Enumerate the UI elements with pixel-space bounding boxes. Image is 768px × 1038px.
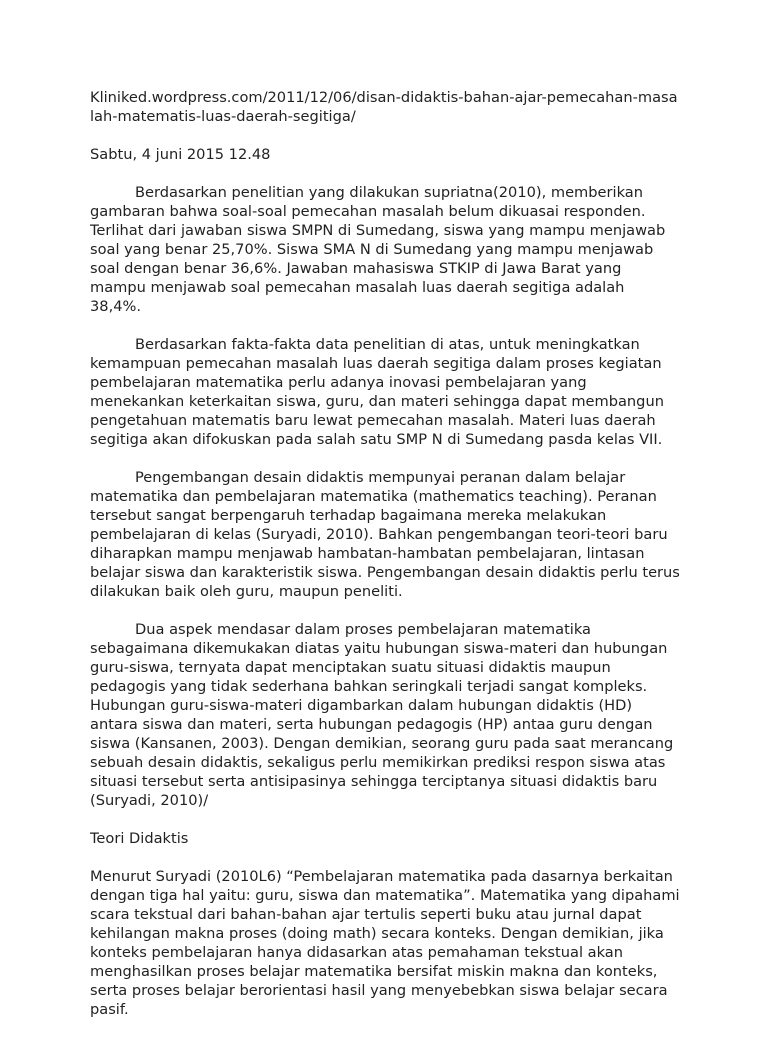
paragraph-4: Dua aspek mendasar dalam proses pembelajaran matematika sebagaimana dikemukakan diatas yaitu hubungan siswa-materi dan hubungan guru-siswa, ternyata dapat menciptakan suatu situasi didaktis maupun pedagogis yang tidak sederhana bahkan seringkali terjadi sangat kompleks. Hubungan guru-siswa-materi digambarkan dalam hubungan didaktis (HD) antara siswa dan materi, serta hubungan pedagogis (HP) antaa guru dengan siswa (Kansanen, 2003). Dengan demikian, seorang guru pada saat merancang sebuah desain didaktis, sekaligus perlu memikirkan prediksi respon siswa atas situasi tersebut serta antisipasinya sehingga terciptanya situasi didaktis baru (Suryadi, 2010)/: [90, 621, 674, 809]
document-date: Sabtu, 4 juni 2015 12.48: [90, 146, 271, 163]
paragraph-5: Menurut Suryadi (2010L6) “Pembelajaran matematika pada dasarnya berkaitan dengan tiga hal yaitu: guru, siswa dan matematika”. Matematika yang dipahami scara tekstual dari bahan-bahan ajar tertulis seperti buku atau jurnal dapat kehilangan makna proses (doing math) secara konteks. Dengan demikian, jika konteks pembelajaran hanya didasarkan atas pemahaman tekstual akan menghasilkan proses belajar matematika bersifat miskin makna dan konteks, serta proses belajar berorientasi hasil yang menyebebkan siswa belajar secara pasif.: [90, 868, 680, 1018]
document-page: [90, 88, 680, 1038]
section-heading: Teori Didaktis: [90, 830, 189, 847]
paragraph-3: Pengembangan desain didaktis mempunyai peranan dalam belajar matematika dan pembelajaran matematika (mathematics teaching). Peranan tersebut sangat berpengaruh terhadap bagaimana mereka melakukan pembelajaran di kelas (Suryadi, 2010). Bahkan pengembangan teori-teori baru diharapkan mampu menjawab hambatan-hambatan pembelajaran, lintasan belajar siswa dan karakteristik siswa. Pengembangan desain didaktis perlu terus dilakukan baik oleh guru, maupun peneliti.: [90, 469, 680, 600]
paragraph-2: Berdasarkan fakta-fakta data penelitian di atas, untuk meningkatkan kemampuan pemecahan masalah luas daerah segitiga dalam proses kegiatan pembelajaran matematika perlu adanya inovasi pembelajaran yang menekankan keterkaitan siswa, guru, dan materi sehingga dapat membangun pengetahuan matematis baru lewat pemecahan masalah. Materi luas daerah segitiga akan difokuskan pada salah satu SMP N di Sumedang pasda kelas VII.: [90, 336, 664, 448]
paragraph-1: Berdasarkan penelitian yang dilakukan supriatna(2010), memberikan gambaran bahwa soal-soal pemecahan masalah belum dikuasai responden. Terlihat dari jawaban siswa SMPN di Sumedang, siswa yang mampu menjawab soal yang benar 25,70%. Siswa SMA N di Sumedang yang mampu menjawab soal dengan benar 36,6%. Jawaban mahasiswa STKIP di Jawa Barat yang mampu menjawab soal pemecahan masalah luas daerah segitiga adalah 38,4%.: [90, 184, 666, 315]
source-url: Kliniked.wordpress.com/2011/12/06/disan-didaktis-bahan-ajar-pemecahan-masalah-matematis-luas-daerah-segitiga/: [90, 89, 678, 125]
